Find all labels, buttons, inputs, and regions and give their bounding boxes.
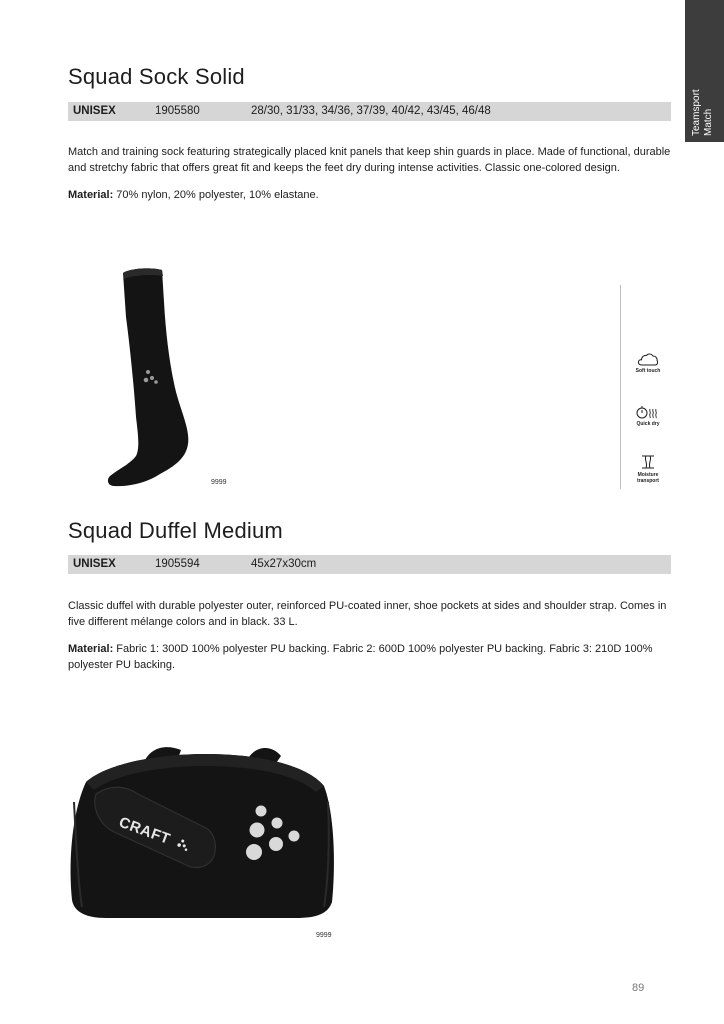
- material-text: Fabric 1: 300D 100% polyester PU backing. Fabric 2: 600D 100% polyester PU backing. Fabric 3: 210D 100% polyester PU backing.: [68, 643, 653, 671]
- feature-label-line2: transport: [637, 478, 659, 484]
- feature-divider: [620, 285, 621, 489]
- product-spec-bar: [68, 102, 671, 121]
- cloud-icon: [637, 352, 659, 366]
- product-material: [68, 187, 674, 203]
- moisture-icon: [639, 454, 657, 470]
- color-code: 9999: [211, 479, 227, 486]
- feature-moisture-transport: [628, 454, 668, 484]
- sock-product-image: [100, 262, 200, 494]
- section-tab: [685, 0, 724, 142]
- page-number: 89: [632, 982, 645, 994]
- material-label: Material:: [68, 643, 114, 655]
- duffel-bag-product-image: [66, 742, 338, 922]
- section-tab-subcategory: Match: [703, 108, 714, 136]
- product-spec-bar: [68, 555, 671, 574]
- size-list: 45x27x30cm: [251, 558, 317, 570]
- color-code: 9999: [316, 932, 332, 939]
- article-number: 1905594: [155, 558, 200, 570]
- gender-label: UNISEX: [73, 558, 116, 570]
- product-title: Squad Duffel Medium: [68, 518, 283, 543]
- feature-label-line1: Moisture: [637, 472, 659, 478]
- article-number: 1905580: [155, 105, 200, 117]
- material-text: 70% nylon, 20% polyester, 10% elastane.: [113, 189, 319, 201]
- size-list: 28/30, 31/33, 34/36, 37/39, 40/42, 43/45, 46/48: [251, 105, 491, 117]
- product-title: Squad Sock Solid: [68, 64, 245, 89]
- section-tab-category: Teamsport: [691, 89, 702, 136]
- gender-label: UNISEX: [73, 105, 116, 117]
- feature-label: Quick dry: [636, 421, 660, 427]
- feature-label: Soft touch: [635, 368, 661, 374]
- brand-print: CRAFT: [116, 813, 173, 848]
- product-description: Match and training sock featuring strategically placed knit panels that keep shin guards in place. Made of functional, durable and stretchy fabric that offers great fit and keeps the feet dry during intense activities. Classic one-colored design.: [68, 146, 671, 174]
- product-description: Classic duffel with durable polyester outer, reinforced PU-coated inner, shoe pockets at sides and shoulder strap. Comes in five different mélange colors and in black. 33 L.: [68, 600, 667, 628]
- material-label: Material:: [68, 189, 114, 201]
- feature-quick-dry: [628, 405, 668, 427]
- feature-soft-touch: [628, 352, 668, 374]
- stopwatch-icon: [636, 405, 660, 419]
- product-material: [68, 641, 674, 673]
